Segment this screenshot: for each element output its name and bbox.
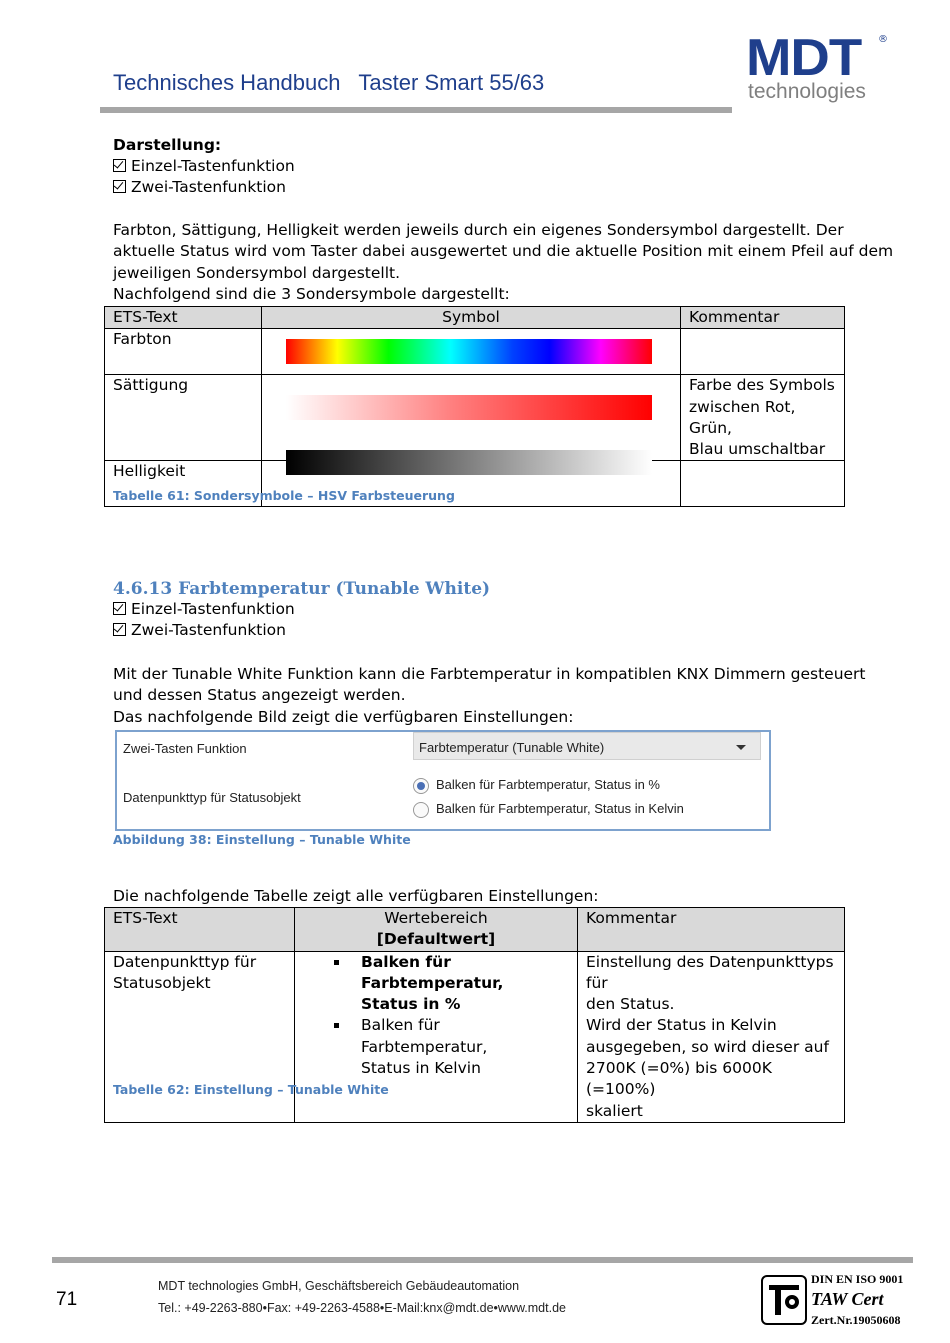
registered-mark: ® bbox=[878, 34, 888, 45]
table-header-kommentar: Kommentar bbox=[681, 307, 845, 329]
cert-number: Zert.Nr.19050608 bbox=[811, 1313, 901, 1327]
section-paragraph: Mit der Tunable White Funktion kann die Farbtemperatur in kompatiblen KNX Dimmern gesteuert und dessen Status angezeigt werden. Das nachfolgende Bild zeigt die verfügbaren Einstellungen: bbox=[113, 665, 866, 726]
radio-selected-icon bbox=[413, 778, 429, 794]
table-header-wertebereich: Wertebereich [Defaultwert] bbox=[295, 908, 578, 952]
hue-gradient-bar bbox=[286, 339, 652, 364]
checked-box-icon bbox=[113, 602, 126, 615]
checkbox-item: Zwei-Tastenfunktion bbox=[113, 177, 286, 198]
table-header-kommentar: Kommentar bbox=[578, 908, 845, 952]
mdt-logo: MDT bbox=[746, 29, 862, 87]
radio-unselected-icon bbox=[413, 802, 429, 818]
list-item: Balken für Farbtemperatur, Status in Kelvin bbox=[361, 1015, 569, 1079]
page-header-title: Technisches Handbuch Taster Smart 55/63 bbox=[113, 70, 545, 95]
square-bullet-icon bbox=[334, 1023, 339, 1028]
page-number: 71 bbox=[56, 1289, 78, 1310]
section-heading: 4.6.13 Farbtemperatur (Tunable White) bbox=[113, 579, 491, 599]
setting-label: Datenpunkttyp für Statusobjekt bbox=[123, 790, 301, 805]
cert-taw: TAW Cert bbox=[811, 1289, 884, 1309]
square-bullet-icon bbox=[334, 960, 339, 965]
checkbox-item: Zwei-Tastenfunktion bbox=[113, 620, 286, 641]
table-header-ets: ETS-Text bbox=[105, 307, 262, 329]
checked-box-icon bbox=[113, 159, 126, 172]
mdt-logo-subtitle: technologies bbox=[748, 80, 866, 103]
checked-box-icon bbox=[113, 180, 126, 193]
settings-screenshot bbox=[115, 730, 771, 831]
checked-box-icon bbox=[113, 623, 126, 636]
radio-option-kelvin[interactable]: Balken für Farbtemperatur, Status in Kelvin bbox=[413, 801, 684, 818]
brightness-gradient-bar bbox=[286, 450, 652, 475]
cert-iso: DIN EN ISO 9001 bbox=[811, 1272, 904, 1286]
figure-caption: Abbildung 38: Einstellung – Tunable White bbox=[113, 832, 411, 847]
taw-cert-logo-icon bbox=[761, 1275, 807, 1325]
darstellung-heading: Darstellung: bbox=[113, 136, 222, 154]
footer-company: MDT technologies GmbH, Geschäftsbereich Gebäudeautomation bbox=[158, 1279, 520, 1293]
checkbox-item: Einzel-Tastenfunktion bbox=[113, 156, 295, 177]
intro-paragraph: Farbton, Sättigung, Helligkeit werden jeweils durch ein eigenes Sondersymbol dargestellt. Der aktuelle Status wird vom Taster dabei ausgewertet und die aktuelle Position mit einem Pfeil auf dem jeweiligen Sondersymbol dargestellt. Nachfolgend sind die 3 Sondersymbole dargestellt: bbox=[113, 221, 894, 303]
table-row: Helligkeit bbox=[105, 461, 845, 507]
table-row: Datenpunkttyp für Statusobjekt Balken für Farbtemperatur, Status in % Balken für Farbtemperatur, Status in Kelvin Einstellung des Datenpunkttyps für den Status. Wird der Status in Kelvin ausgegeben, so wird dieser auf 2700K (=0%) bis 6000K (=100%) skaliert bbox=[105, 951, 845, 1122]
table-row: Sättigung Farbe des Symbols zwischen Rot, Grün, Blau umschaltbar bbox=[105, 375, 845, 461]
chevron-down-icon bbox=[736, 745, 746, 750]
list-item-default: Balken für Farbtemperatur, Status in % bbox=[361, 952, 569, 1016]
checkbox-item: Einzel-Tastenfunktion bbox=[113, 599, 295, 620]
table-header-symbol: Symbol bbox=[262, 307, 681, 329]
header-divider bbox=[100, 107, 732, 113]
table-intro: Die nachfolgende Tabelle zeigt alle verfügbaren Einstellungen: bbox=[113, 887, 599, 905]
table-header-ets: ETS-Text bbox=[105, 908, 295, 952]
setting-label: Zwei-Tasten Funktion bbox=[123, 741, 247, 756]
table-caption: Tabelle 61: Sondersymbole – HSV Farbsteuerung bbox=[113, 488, 455, 503]
saturation-gradient-bar bbox=[286, 395, 652, 420]
footer-divider bbox=[52, 1257, 913, 1263]
table-row: Farbton bbox=[105, 329, 845, 375]
radio-option-percent[interactable]: Balken für Farbtemperatur, Status in % bbox=[413, 777, 660, 794]
function-dropdown[interactable]: Farbtemperatur (Tunable White) bbox=[413, 732, 761, 760]
footer-contact: Tel.: +49-2263-880•Fax: +49-2263-4588•E-Mail:knx@mdt.de•www.mdt.de bbox=[158, 1301, 566, 1315]
table-caption: Tabelle 62: Einstellung – Tunable White bbox=[113, 1082, 389, 1097]
